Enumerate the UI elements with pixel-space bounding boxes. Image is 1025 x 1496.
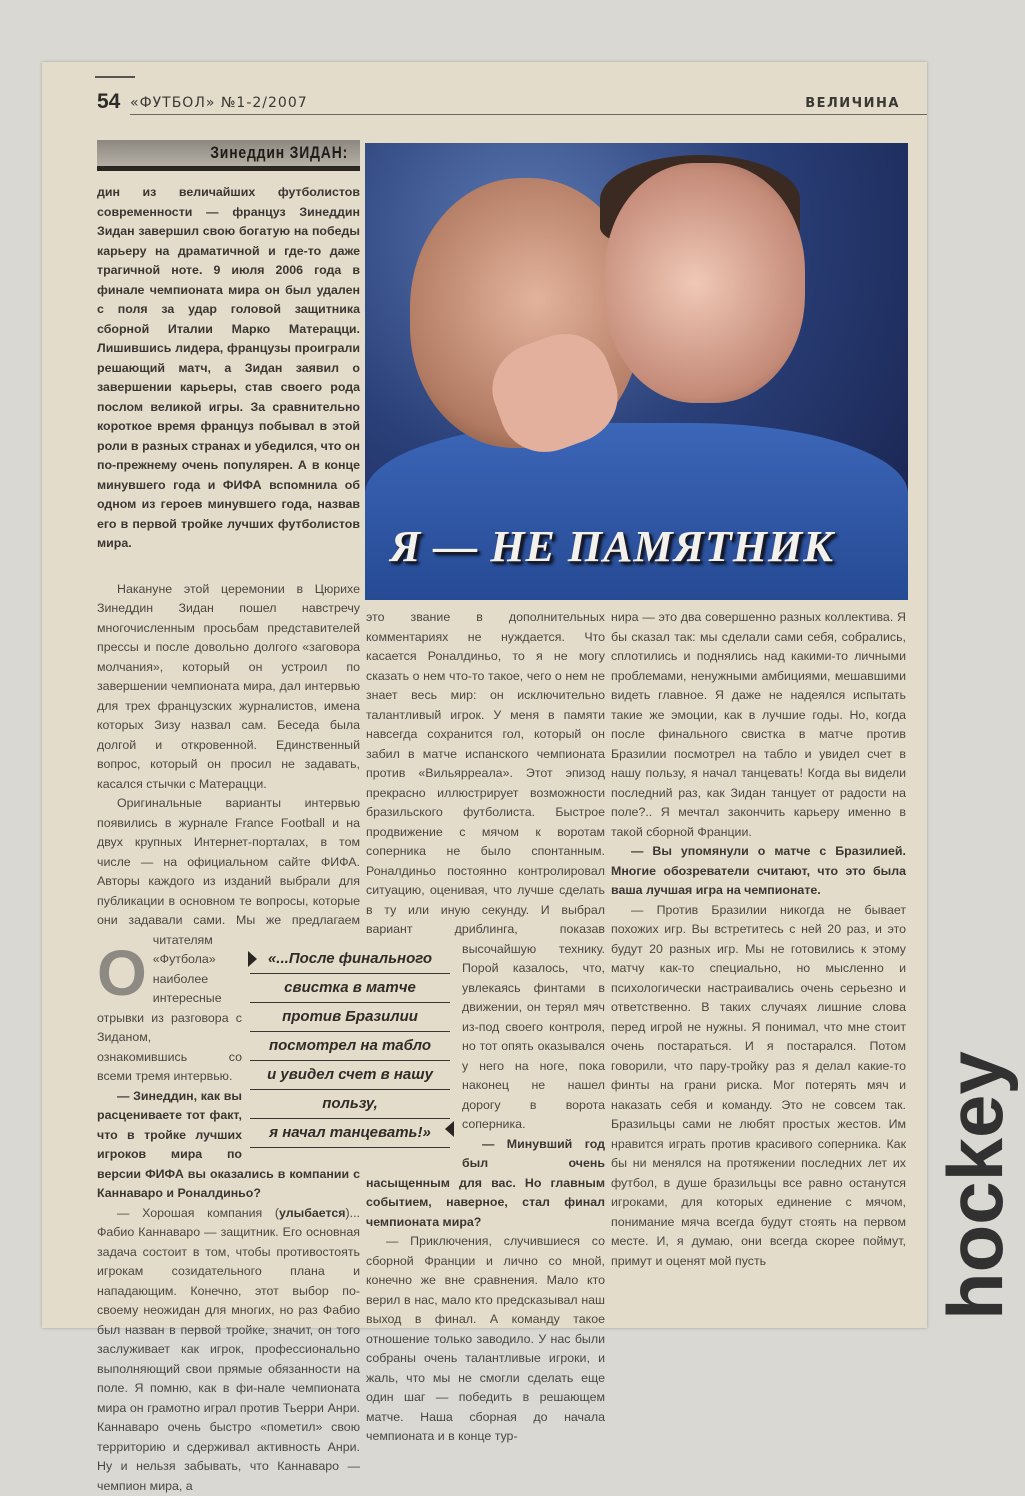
paragraph: — Против Бразилии никогда не бывает похожих игр. Вы встретитесь с ней 20 раз, и это будут 20 разных игр. Мы не готовились к этому матчу как-то специально, но мысленно и психологически настраивались очень серьезно и ответственно. В таких случаях лишние слова перед игрой не нужны. Я понимал, что мне стоит очень постараться. И я постарался. Потом говорили, что пару-тройку раз я делал какие-то финты на грани риска. Мог потерять мяч и наказать себя и команду. Это не совсем так. Бразильцы сами не любят простых жестов. Им нравится играть против красивого соперника. Как бы ни менялся на протяжении последних лет их футбол, в душе бразильцы все равно останутся игроками, для которых единение с мячом, понимание мяча всегда будут стоять на первом месте. И, я думаю, они всегда скорее поймут, примут и оценят мой пусть [611, 901, 906, 1272]
pull-quote-line: посмотрел на табло [250, 1032, 450, 1061]
paragraph: нира — это два совершенно разных коллектива. Я бы сказал так: мы сделали сами себя, собрались, сплотились и поднялись над какими-то личными проблемами, ненужными амбициями, мешавшими видеть главное. Я даже не надеялся испытать такие же эмоции, как в лучшие годы. Но, когда после финального свистка в матче против Бразилии посмотрел на табло и увидел счет в нашу пользу, я начал танцевать! Когда вы видели последний раз, как Зидан танцует от радости на поле?.. Я мечтал закончить карьеру именно в такой сборной Франции. [611, 608, 906, 842]
answer-continued: нале чемпионата мира он грамотно играл против Тьерри Анри. Каннаваро очень быстро «пометил» свою территорию и сдерживал активность Анри. Ну и нельзя забывать, что Каннаваро — чемпион мира, а [97, 1381, 360, 1493]
watermark: hockey [936, 1051, 1014, 1320]
pull-quote-line: свистка в матче [250, 974, 450, 1003]
header-rule-tick [95, 76, 135, 78]
headline: Я — НЕ ПАМЯТНИК [390, 521, 834, 572]
section-label: ВЕЛИЧИНА [805, 96, 900, 111]
pull-quote-line: против Бразилии [250, 1003, 450, 1032]
page-number: 54 [97, 90, 120, 114]
issue-label: «ФУТБОЛ» №1-2/2007 [130, 95, 308, 111]
question: — Зинеддин, как вы расцениваете тот факт, что в тройке лучших игроков мира по версии ФИФА вы оказались в компании с Каннаваро и Роналдиньо? [97, 1087, 360, 1204]
pull-quote-line: и увидел счет в нашу [250, 1061, 450, 1090]
pull-quote-line: я начал танцевать!» [250, 1119, 450, 1148]
paragraph: Накануне этой церемонии в Цюрихе Зинеддин Зидан пошел навстречу многочисленным просьбам представителей прессы и после довольно долгого «заговора молчания», который он устроил по завершении чемпионата мира, дал интервью для трех французских журналистов, имена которых Зизу назвал сам. Беседа была долгой и откровенной. Единственный вопрос, который он просил не задавать, касался стычки с Матерацци. [97, 580, 360, 795]
pull-quote-line: пользу, [250, 1090, 450, 1119]
left-column [97, 183, 360, 1496]
answer-start: — Хорошая компания (улыбается)... Фабио Каннаваро — защитник. Его основная задача состоит в том, чтобы противостоять игрокам созидательного плана и нападающим. Конечно, этот выбор по-своему неожидан для многих, но раз Фабио был назван в первой тройке, значит, он того заслуживает как игрок, профессионально выполняющий свои прямые обязанности на поле. Я помню, как в фи-нале чемпионата мира он грамотно играл против Тьерри Анри. Каннаваро очень быстро «пометил» свою территорию и сдерживал активность Анри. Ну и нельзя забывать, что Каннаваро — чемпион мира, а [97, 1204, 360, 1496]
photo-boy-head [605, 163, 805, 403]
dropcap: О [97, 945, 147, 1001]
kicker-bar [97, 140, 360, 171]
paragraph: Оригинальные варианты интервью появились в журнале France Football и на двух крупных Интернет-порталах, в том числе — на официальном сайте ФИФА. Авторы каждого из изданий выбрали для публикации в основном те вопросы, которые они задавали сами. Мы же предлагаем читателям «Футбола» наиболее интересные отрывки из разговора с Зиданом, ознакомившись со всеми тремя интервью. [97, 794, 360, 1087]
paragraph: — Приключения, случившиеся со сборной Франции и лично со мной, конечно же вне сравнения. Мало кто верил в нас, мало кто предсказывал наш выход в финал. А команду такое отношение только заводило. У нас были собраны очень талантливые игроки, и жаль, что мы не смогли сделать еще один шаг — победить в решающем матче. Наша сборная до начала чемпионата и в конце тур- [366, 1232, 605, 1447]
intro [97, 183, 360, 554]
pull-quote-line: «...После финального [250, 945, 450, 974]
pull-quote-space [366, 945, 462, 1159]
middle-column [366, 608, 605, 1447]
answer-continued: Фабио Каннаваро — защитник. Его основная задача состоит в том, чтобы противостоять игрокам созидательного плана и нападающим. Конечно, этот выбор по-своему неожидан для многих, но раз Фабио был назван в первой тройке, значит, он того заслуживает как игрок, профессионально выполняющий свои прямые обязанности на поле. Я помню, как в фи- [97, 1225, 360, 1395]
kicker: Зинеддин ЗИДАН: [210, 143, 348, 163]
photo-shirt [365, 423, 908, 600]
header-rule [130, 114, 927, 115]
paragraph: это звание в дополнительных комментариях не нуждается. Что касается Роналдиньо, то я не могу сказать о нем что-то такое, чего о нем не знает весь мир: он исключительно талантливый игрок. У меня в памяти навсегда сохранится гол, который он забил в матче испанского чемпионата против «Вильярреала». Этот эпизод прекрасно иллюстрирует возможности бразильского футболиста. Быстрое продвижение с мячом к воротам соперника не было спонтанным. Роналдиньо постоянно контролировал ситуацию, оценивая, что лучше сделать в ту или иную секунду. И выбрал вариант дриблинга, показав высочайшую технику. Порой казалось, что, увлекаясь финтами в движении, он терял мяч из-под своего контроля, но тот опять оказывался у него на ноге, пока наконец не нашел дорогу в ворота соперника. [366, 608, 605, 1135]
question: — Вы упомянули о матче с Бразилией. Многие обозреватели считают, что это была ваша лучшая игра на чемпионате. [611, 842, 906, 901]
quote-arrow-right-icon [248, 951, 257, 967]
right-column [611, 608, 906, 1271]
question: — Минувший год был очень насыщенным для вас. Но главным событием, наверное, стал финал чемпионата мира? [366, 1135, 605, 1233]
intro-text: дин из величайших футболистов современности — француз Зинеддин Зидан завершил свою богатую на победы карьеру на драматичной и где-то даже трагичной ноте. 9 июля 2006 года в финале чемпионата мира он был удален с поля за удар головой защитника сборной Италии Марко Матерацци. Лишившись лидера, французы проиграли решающий матч, а Зидан заявил о завершении карьеры, став своего рода послом великой игры. За сравнительно короткое время француз побывал в этой роли в разных странах и убедился, что он по-прежнему очень популярен. А в конце минувшего года и ФИФА вспомнила об одном из героев минувшего года, назвав его в первой тройке лучших футболистов мира. [97, 185, 360, 550]
article-photo [365, 143, 908, 600]
